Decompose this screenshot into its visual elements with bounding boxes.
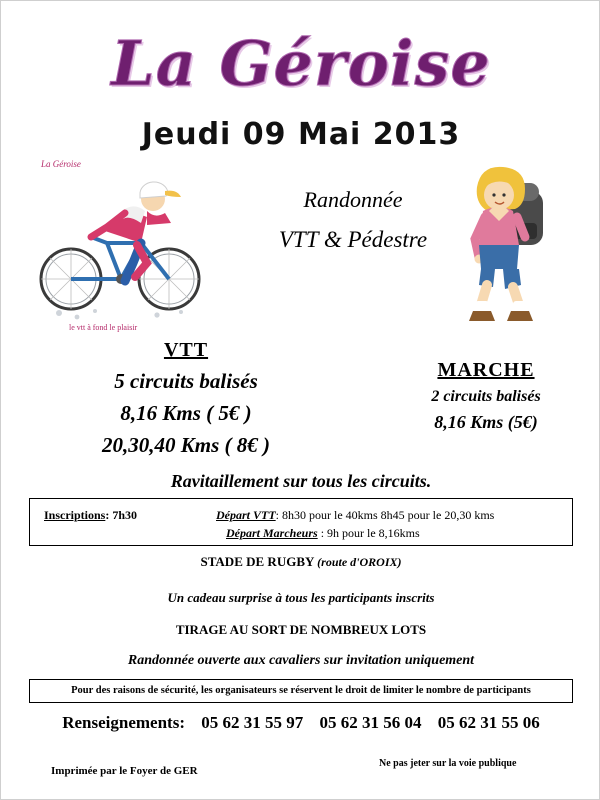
- phone-1[interactable]: 05 62 31 55 97: [201, 713, 304, 732]
- venue-route: (route d'OROIX): [317, 555, 402, 569]
- safety-box: Pour des raisons de sécurité, les organisateurs se réservent le droit de limiter le nombre de participants: [29, 679, 573, 703]
- marche-section: [391, 359, 581, 433]
- cyclist-illustration: [29, 151, 219, 341]
- contact-line: [1, 713, 600, 733]
- printer-credit: Imprimée par le Foyer de GER: [51, 765, 198, 777]
- schedule-box: [29, 498, 573, 546]
- hiker-illustration: [433, 153, 573, 343]
- page-title: La Géroise: [111, 27, 491, 100]
- vtt-header: VTT: [163, 339, 209, 361]
- depart-vtt-row: [216, 508, 494, 523]
- cyclist-icon: [29, 151, 219, 341]
- cyclist-caption-bottom: le vtt à fond le plaisir: [69, 323, 138, 332]
- headline-line-2: VTT & Pédestre: [278, 227, 428, 252]
- inscriptions-label: Inscriptions: [44, 508, 106, 522]
- venue-name: STADE DE RUGBY: [200, 554, 314, 569]
- cyclist-caption-top: La Géroise: [41, 159, 81, 169]
- depart-marcheurs-label: Départ Marcheurs: [226, 526, 318, 540]
- inscriptions-value: : 7h30: [105, 508, 138, 522]
- ravitaillement-note: Ravitaillement sur tous les circuits.: [170, 471, 432, 491]
- phone-2[interactable]: 05 62 31 56 04: [319, 713, 422, 732]
- contact-phones: [189, 713, 540, 732]
- legal-notice: Ne pas jeter sur la voie publique: [379, 758, 517, 769]
- gift-note: Un cadeau surprise à tous les participants inscrits: [167, 590, 435, 605]
- inscriptions-row: [44, 508, 137, 523]
- vtt-line-3: 20,30,40 Kms ( 8€ ): [102, 433, 270, 457]
- contact-label: Renseignements:: [62, 713, 185, 732]
- depart-vtt-value: : 8h30 pour le 40kms 8h45 pour le 20,30 kms: [275, 508, 495, 522]
- depart-marcheurs-value: : 9h pour le 8,16kms: [317, 526, 420, 540]
- marche-line-1: 2 circuits balisés: [431, 388, 541, 405]
- phone-3[interactable]: 05 62 31 55 06: [437, 713, 540, 732]
- hiker-icon: [433, 153, 573, 343]
- marche-line-2: 8,16 Kms (5€): [434, 412, 538, 432]
- depart-marcheurs-row: [226, 526, 420, 541]
- venue-line: [1, 554, 600, 570]
- raffle-note: TIRAGE AU SORT DE NOMBREUX LOTS: [175, 622, 427, 637]
- vtt-section: [21, 339, 351, 458]
- marche-header: MARCHE: [437, 359, 535, 381]
- vtt-line-2: 8,16 Kms ( 5€ ): [120, 401, 252, 425]
- event-date: Jeudi 09 Mai 2013: [141, 117, 461, 152]
- vtt-line-1: 5 circuits balisés: [114, 369, 258, 393]
- riders-note: Randonnée ouverte aux cavaliers sur invitation uniquement: [127, 653, 475, 668]
- headline-line-1: Randonnée: [303, 187, 403, 212]
- depart-vtt-label: Départ VTT: [216, 508, 276, 522]
